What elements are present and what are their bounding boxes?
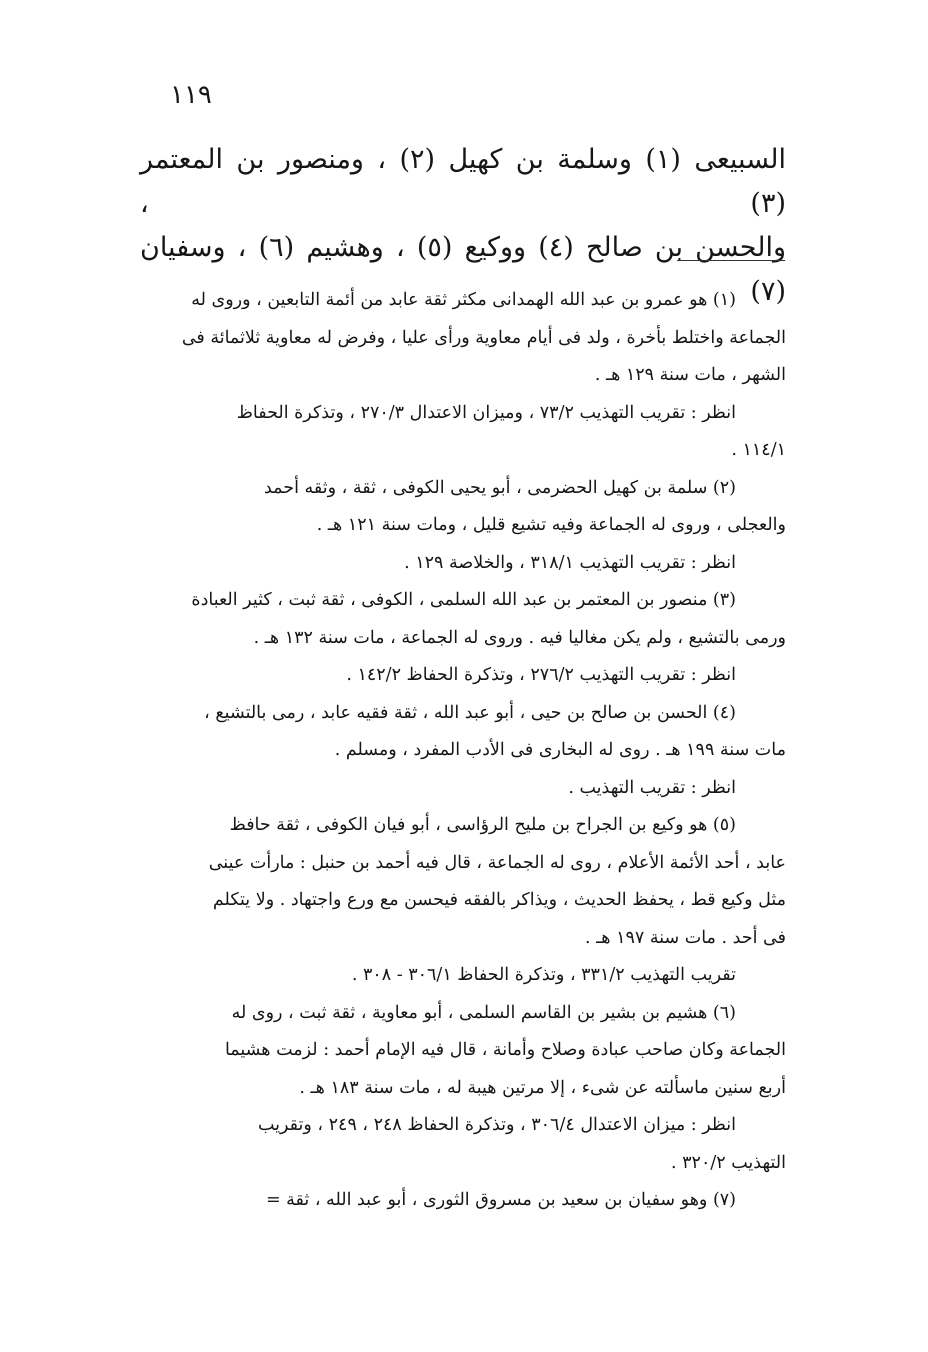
footnote-line: الشهر ، مات سنة ١٢٩ هـ . [594,365,786,385]
footnote-reference: تقريب التهذيب ٣٣١/٢ ، وتذكرة الحفاظ ٣٠٦/١ - ٣٠٨ . [351,965,736,985]
footnote-2 [140,470,786,583]
footnote-reference: ١١٤/١ . [731,440,786,460]
footnote-reference: انظر : ميزان الاعتدال ٣٠٦/٤ ، وتذكرة الحفاظ ٢٤٨ ، ٢٤٩ ، وتقريب [257,1115,736,1135]
footnote-4 [140,695,786,808]
footnote-line: والعجلى ، وروى له الجماعة وفيه تشيع قليل ، ومات سنة ١٢١ هـ . [316,515,786,535]
footnotes [140,282,786,1220]
footnote-line: أربع سنين ماسألته عن شىء ، إلا مرتين هيبة له ، مات سنة ١٨٣ هـ . [299,1077,786,1098]
main-text-line: السبيعى (١) وسلمة بن كهيل (٢) ، ومنصور بن المعتمر (٣) ، [140,144,787,219]
footnote-reference: انظر : تقريب التهذيب ٢٧٦/٢ ، وتذكرة الحفاظ ١٤٢/٢ . [346,665,736,685]
footnote-3 [140,582,786,695]
footnote-line: فى أحد . مات سنة ١٩٧ هـ . [585,927,786,948]
footnote-line: (٢) سلمة بن كهيل الحضرمى ، أبو يحيى الكوفى ، ثقة ، وثقه أحمد [264,477,736,498]
footnote-reference: انظر : تقريب التهذيب ٣١٨/١ ، والخلاصة ١٢٩ . [404,552,736,573]
footnote-reference: التهذيب ٣٢٠/٢ . [671,1152,786,1173]
footnote-1 [140,282,786,470]
page-number: ١١٩ [170,80,212,110]
footnote-line: (٤) الحسن بن صالح بن حيى ، أبو عبد الله ، ثقة فقيه عابد ، رمى بالتشيع ، [204,702,736,723]
footnote-line: الجماعة واختلط بأخرة ، ولد فى أيام معاوية ورأى عليا ، وفرض له معاوية ثلاثمائة فى [181,327,786,348]
footnote-reference: انظر : تقريب التهذيب . [568,777,736,798]
footnote-line: (٥) هو وكيع بن الجراح بن مليح الرؤاسى ، أبو فيان الكوفى ، ثقة حافظ [229,815,736,835]
footnote-line: الجماعة وكان صاحب عبادة وصلاح وأمانة ، قال فيه الإمام أحمد : لزمت هشيما [224,1040,786,1060]
footnote-7 [140,1182,786,1220]
footnote-line: ورمى بالتشيع ، ولم يكن مغاليا فيه . وروى له الجماعة ، مات سنة ١٣٢ هـ . [253,627,786,648]
footnote-6 [140,995,786,1183]
footnote-line: (٦) هشيم بن بشير بن القاسم السلمى ، أبو معاوية ، ثقة ثبت ، روى له [231,1002,736,1023]
footnote-line: (٣) منصور بن المعتمر بن عبد الله السلمى ، الكوفى ، ثقة ثبت ، كثير العبادة [191,590,736,610]
footnote-reference: انظر : تقريب التهذيب ٧٣/٢ ، وميزان الاعتدال ٢٧٠/٣ ، وتذكرة الحفاظ [236,402,736,423]
footnote-line: مات سنة ١٩٩ هـ . روى له البخارى فى الأدب المفرد ، ومسلم . [334,740,786,760]
footnote-separator [677,260,785,261]
footnote-line: مثل وكيع قط ، يحفظ الحديث ، ويذاكر بالفقه فيحسن مع ورع واجتهاد . ولا يتكلم [212,890,786,910]
footnote-5 [140,807,786,995]
footnote-line: (٧) وهو سفيان بن سعيد بن مسروق الثورى ، أبو عبد الله ، ثقة = [265,1190,736,1210]
main-text-line: والحسن بن صالح (٤) ووكيع (٥) ، وهشيم (٦) ، وسفيان (٧) [140,232,787,307]
footnote-line: عابد ، أحد الأئمة الأعلام ، روى له الجماعة ، قال فيه أحمد بن حنبل : مارأت عينى [208,852,786,873]
footnote-line: (١) هو عمرو بن عبد الله الهمدانى مكثر ثقة عابد من أئمة التابعين ، وروى له [191,290,736,310]
